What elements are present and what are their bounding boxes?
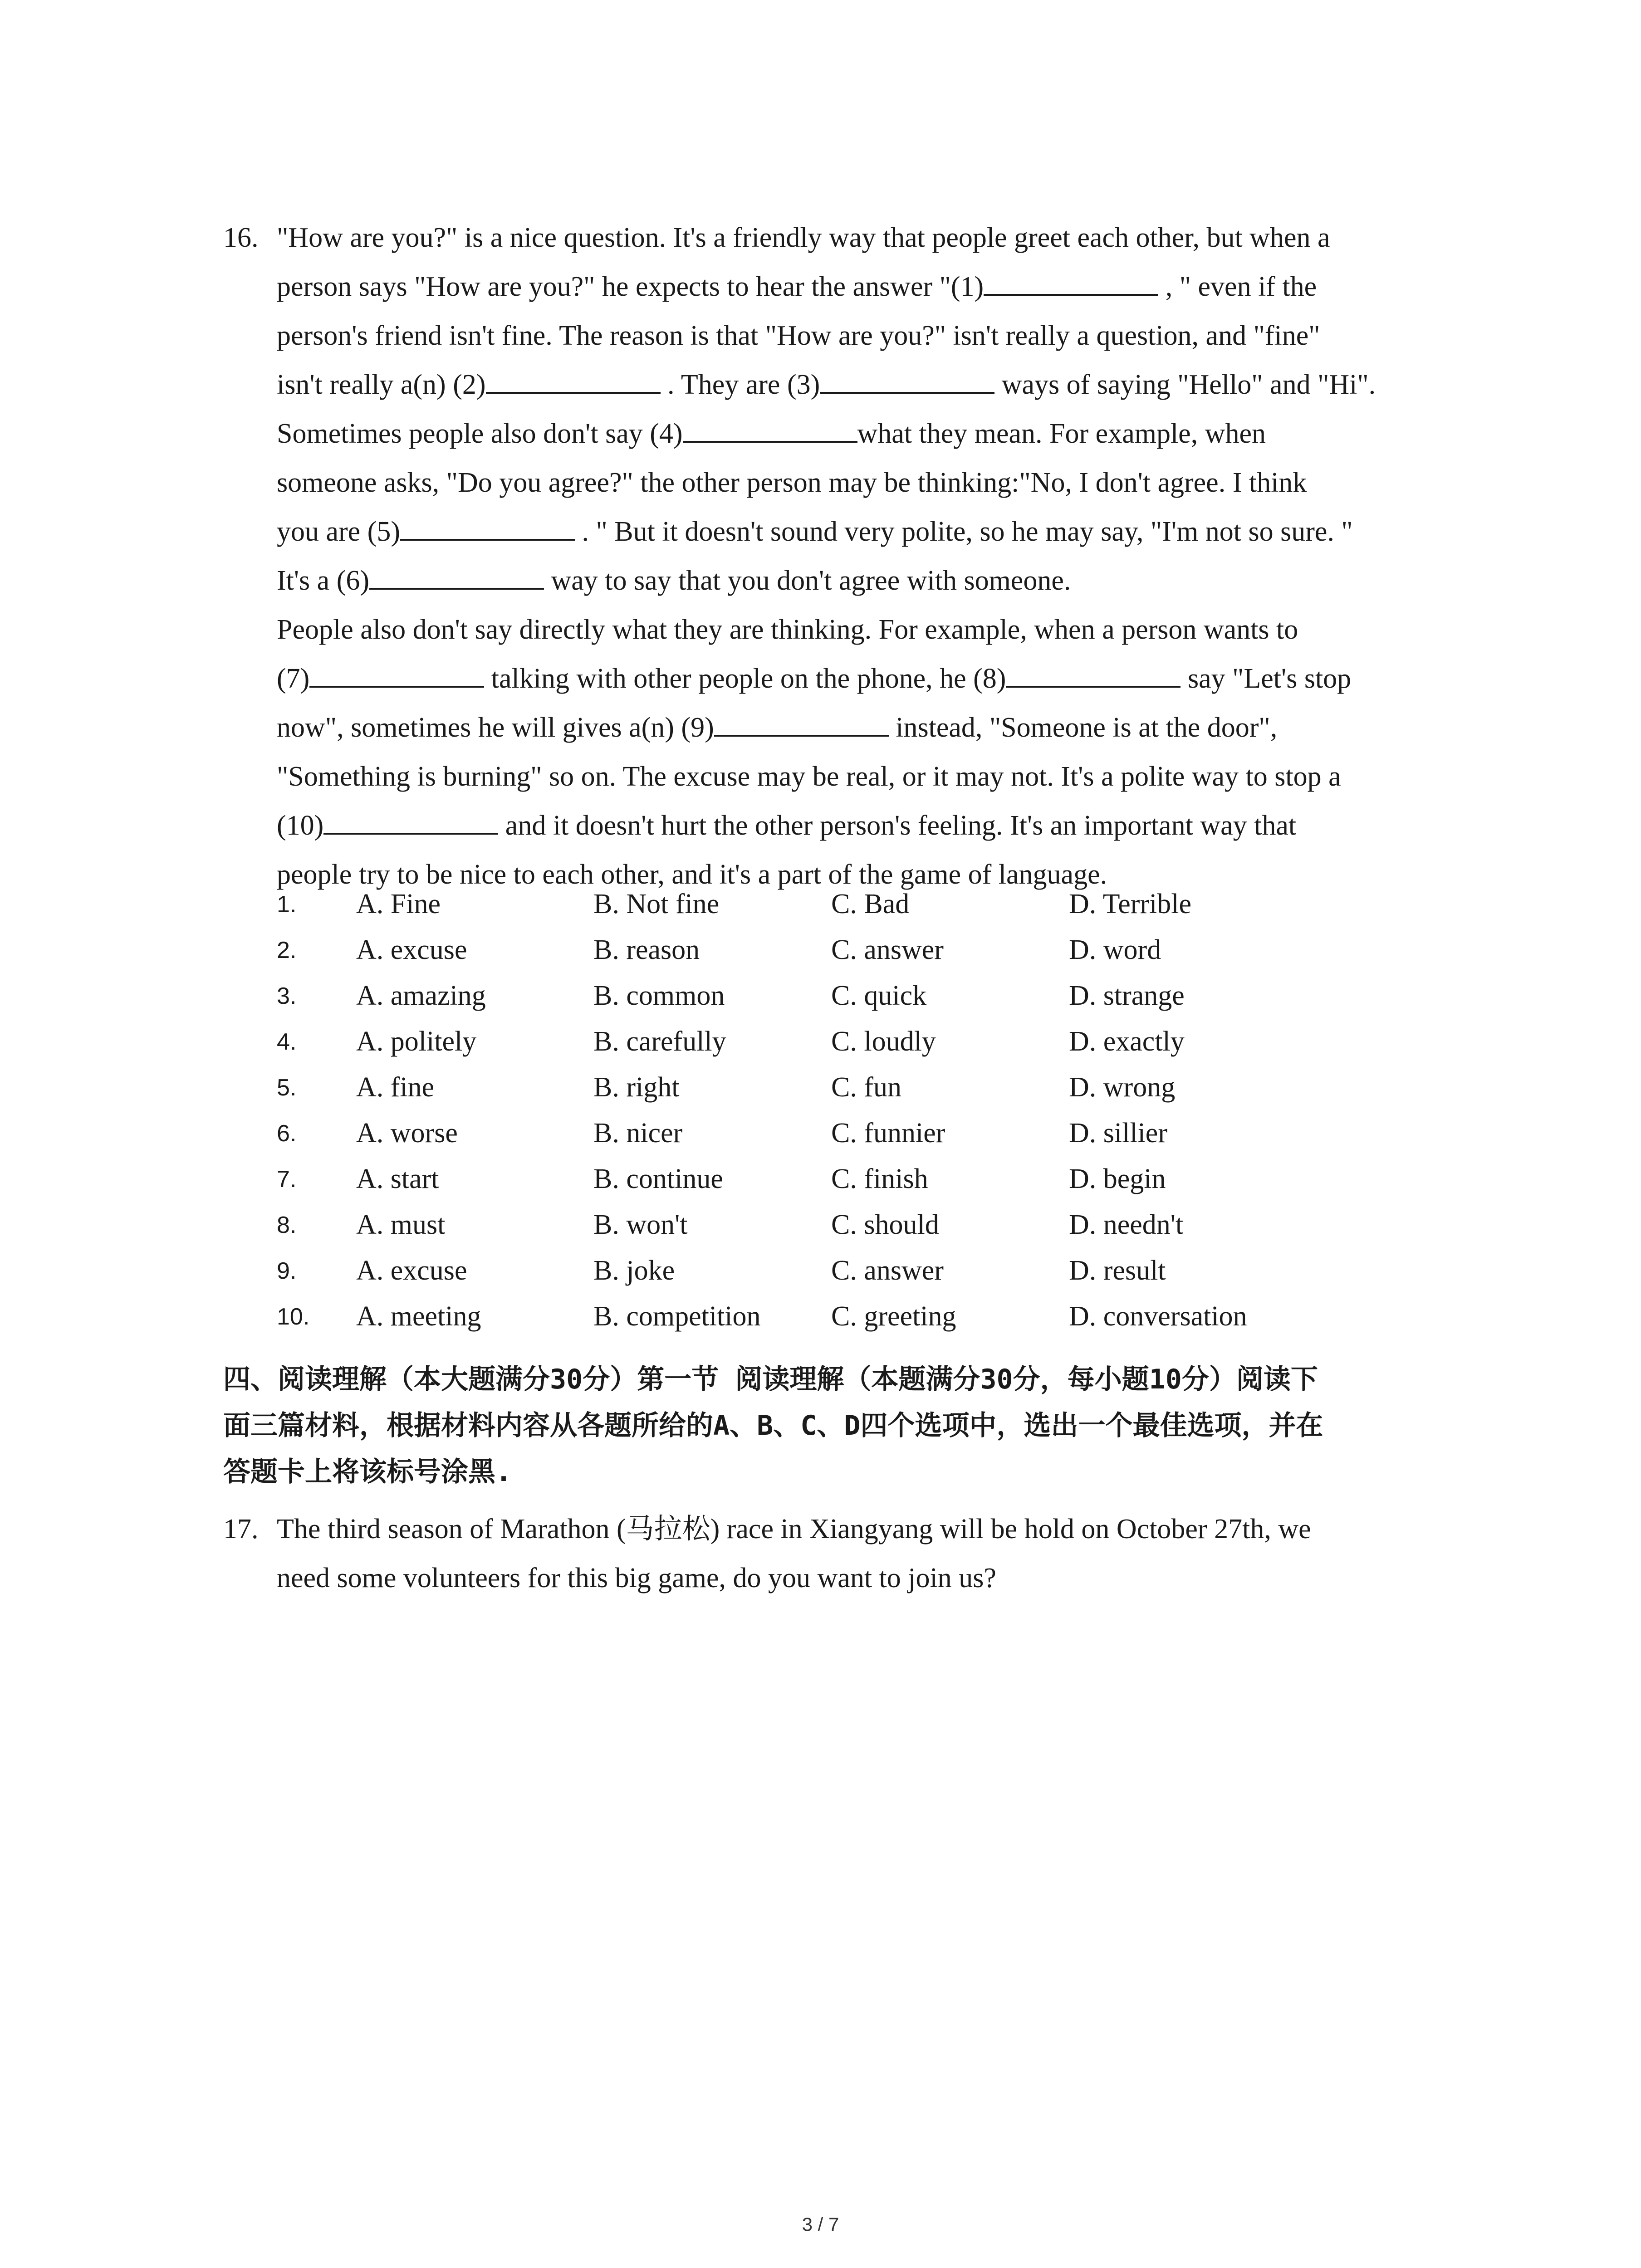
passage-line: [277, 752, 1447, 801]
section-heading: [223, 1356, 1448, 1495]
question-passage: [277, 213, 1447, 899]
passage-text: instead, "Someone is at the door",: [888, 712, 1278, 743]
option-d[interactable]: D. conversation: [1069, 1301, 1247, 1332]
option-b[interactable]: B. competition: [593, 1301, 761, 1332]
passage-line: [277, 703, 1447, 752]
passage-line: [277, 262, 1447, 311]
passage-line: [277, 507, 1447, 556]
option-number: 1.: [277, 891, 297, 918]
option-a[interactable]: A. worse: [356, 1118, 458, 1149]
option-a[interactable]: A. start: [356, 1163, 439, 1194]
answer-blank[interactable]: [820, 365, 994, 394]
passage-text: now", sometimes he will gives a(n) (9): [277, 712, 714, 743]
passage-line: [277, 360, 1447, 409]
passage-text: way to say that you don't agree with someone.: [544, 565, 1071, 596]
page-number: 3 / 7: [802, 2214, 839, 2235]
option-c[interactable]: C. should: [831, 1209, 939, 1240]
option-a[interactable]: A. amazing: [356, 980, 486, 1011]
passage-text: person's friend isn't fine. The reason is that "How are you?" isn't really a question, and "fine": [277, 320, 1320, 351]
answer-blank[interactable]: [984, 267, 1158, 296]
option-b[interactable]: B. common: [593, 980, 725, 1011]
passage-text: and it doesn't hurt the other person's feeling. It's an important way that: [498, 810, 1297, 841]
passage-text: talking with other people on the phone, he (8): [484, 663, 1006, 694]
answer-blank[interactable]: [714, 708, 889, 737]
passage-text: . " But it doesn't sound very polite, so he may say, "I'm not so sure. ": [574, 516, 1353, 547]
option-b[interactable]: B. won't: [593, 1209, 688, 1240]
option-b[interactable]: B. Not fine: [593, 889, 720, 919]
passage-text: someone asks, "Do you agree?" the other person may be thinking:"No, I don't agree. I think: [277, 467, 1307, 498]
passage-text: (7): [277, 663, 310, 694]
passage-line: [277, 556, 1447, 605]
option-b[interactable]: B. reason: [593, 934, 700, 965]
question-number: 17.: [223, 1514, 259, 1545]
passage-line: [277, 458, 1447, 507]
option-a[interactable]: A. excuse: [356, 934, 467, 965]
option-number: 8.: [277, 1212, 297, 1238]
option-c[interactable]: C. answer: [831, 1255, 944, 1286]
option-number: 5.: [277, 1075, 297, 1101]
option-c[interactable]: C. funnier: [831, 1118, 945, 1149]
answer-blank[interactable]: [486, 365, 661, 394]
option-d[interactable]: D. exactly: [1069, 1026, 1185, 1057]
option-a[interactable]: A. must: [356, 1209, 446, 1240]
passage-text: you are (5): [277, 516, 400, 547]
option-d[interactable]: D. word: [1069, 934, 1161, 965]
option-d[interactable]: D. result: [1069, 1255, 1166, 1286]
passage-line: The third season of Marathon (马拉松) race in Xiangyang will be hold on October 27th, we: [277, 1514, 1311, 1545]
passage-line: [277, 654, 1447, 703]
option-c[interactable]: C. fun: [831, 1072, 901, 1103]
option-a[interactable]: A. Fine: [356, 889, 441, 919]
passage-line: [277, 801, 1447, 850]
option-a[interactable]: A. politely: [356, 1026, 477, 1057]
section-heading-line: 四、阅读理解（本大题满分30分）第一节 阅读理解（本题满分30分，每小题10分）阅读下: [223, 1364, 1318, 1395]
option-d[interactable]: D. wrong: [1069, 1072, 1176, 1103]
passage-text: "Something is burning" so on. The excuse may be real, or it may not. It's a polite way to stop a: [277, 761, 1341, 792]
answer-blank[interactable]: [323, 806, 498, 835]
passage-line: [277, 213, 1447, 262]
option-c[interactable]: C. answer: [831, 934, 944, 965]
option-c[interactable]: C. Bad: [831, 889, 910, 919]
passage-text: . They are (3): [660, 369, 820, 400]
option-c[interactable]: C. loudly: [831, 1026, 936, 1057]
passage-text: Sometimes people also don't say (4): [277, 418, 683, 449]
section-heading-line: 答题卡上将该标号涂黑.: [223, 1456, 512, 1488]
option-c[interactable]: C. finish: [831, 1163, 928, 1194]
option-number: 4.: [277, 1029, 297, 1055]
passage-text: It's a (6): [277, 565, 369, 596]
option-b[interactable]: B. right: [593, 1072, 680, 1103]
passage-text: people try to be nice to each other, and it's a part of the game of language.: [277, 859, 1107, 890]
option-a[interactable]: A. excuse: [356, 1255, 467, 1286]
option-number: 7.: [277, 1166, 297, 1193]
passage-line: [277, 409, 1447, 458]
passage-text: People also don't say directly what they are thinking. For example, when a person wants to: [277, 614, 1298, 645]
option-b[interactable]: B. carefully: [593, 1026, 726, 1057]
option-c[interactable]: C. greeting: [831, 1301, 956, 1332]
option-d[interactable]: D. Terrible: [1069, 889, 1191, 919]
option-b[interactable]: B. nicer: [593, 1118, 683, 1149]
question-passage: [277, 1505, 1447, 1603]
passage-text: , " even if the: [1158, 271, 1317, 302]
option-number: 3.: [277, 983, 297, 1009]
passage-text: what they mean. For example, when: [857, 418, 1266, 449]
option-d[interactable]: D. begin: [1069, 1163, 1166, 1194]
passage-line: [277, 605, 1447, 654]
option-d[interactable]: D. sillier: [1069, 1118, 1167, 1149]
option-b[interactable]: B. continue: [593, 1163, 723, 1194]
passage-text: "How are you?" is a nice question. It's a friendly way that people greet each other, but when a: [277, 222, 1330, 253]
passage-text: person says "How are you?" he expects to hear the answer "(1): [277, 271, 984, 302]
answer-blank[interactable]: [1006, 659, 1181, 688]
passage-text: ways of saying "Hello" and "Hi".: [994, 369, 1376, 400]
question-number: 16.: [223, 222, 259, 253]
option-d[interactable]: D. needn't: [1069, 1209, 1184, 1240]
option-number: 6.: [277, 1120, 297, 1147]
option-number: 2.: [277, 937, 297, 963]
passage-text: (10): [277, 810, 324, 841]
option-c[interactable]: C. quick: [831, 980, 927, 1011]
option-a[interactable]: A. fine: [356, 1072, 435, 1103]
answer-blank[interactable]: [400, 512, 575, 541]
section-heading-line: 面三篇材料，根据材料内容从各题所给的A、B、C、D四个选项中，选出一个最佳选项，并在: [223, 1410, 1323, 1442]
option-number: 10.: [277, 1304, 310, 1330]
option-b[interactable]: B. joke: [593, 1255, 675, 1286]
answer-blank[interactable]: [309, 659, 484, 688]
option-number: 9.: [277, 1258, 297, 1284]
option-d[interactable]: D. strange: [1069, 980, 1185, 1011]
passage-text: isn't really a(n) (2): [277, 369, 486, 400]
answer-blank[interactable]: [369, 561, 544, 590]
passage-line: [277, 311, 1447, 360]
passage-line: need some volunteers for this big game, do you want to join us?: [277, 1563, 996, 1593]
option-a[interactable]: A. meeting: [356, 1301, 481, 1332]
passage-text: say "Let's stop: [1181, 663, 1352, 694]
answer-blank[interactable]: [683, 414, 857, 443]
